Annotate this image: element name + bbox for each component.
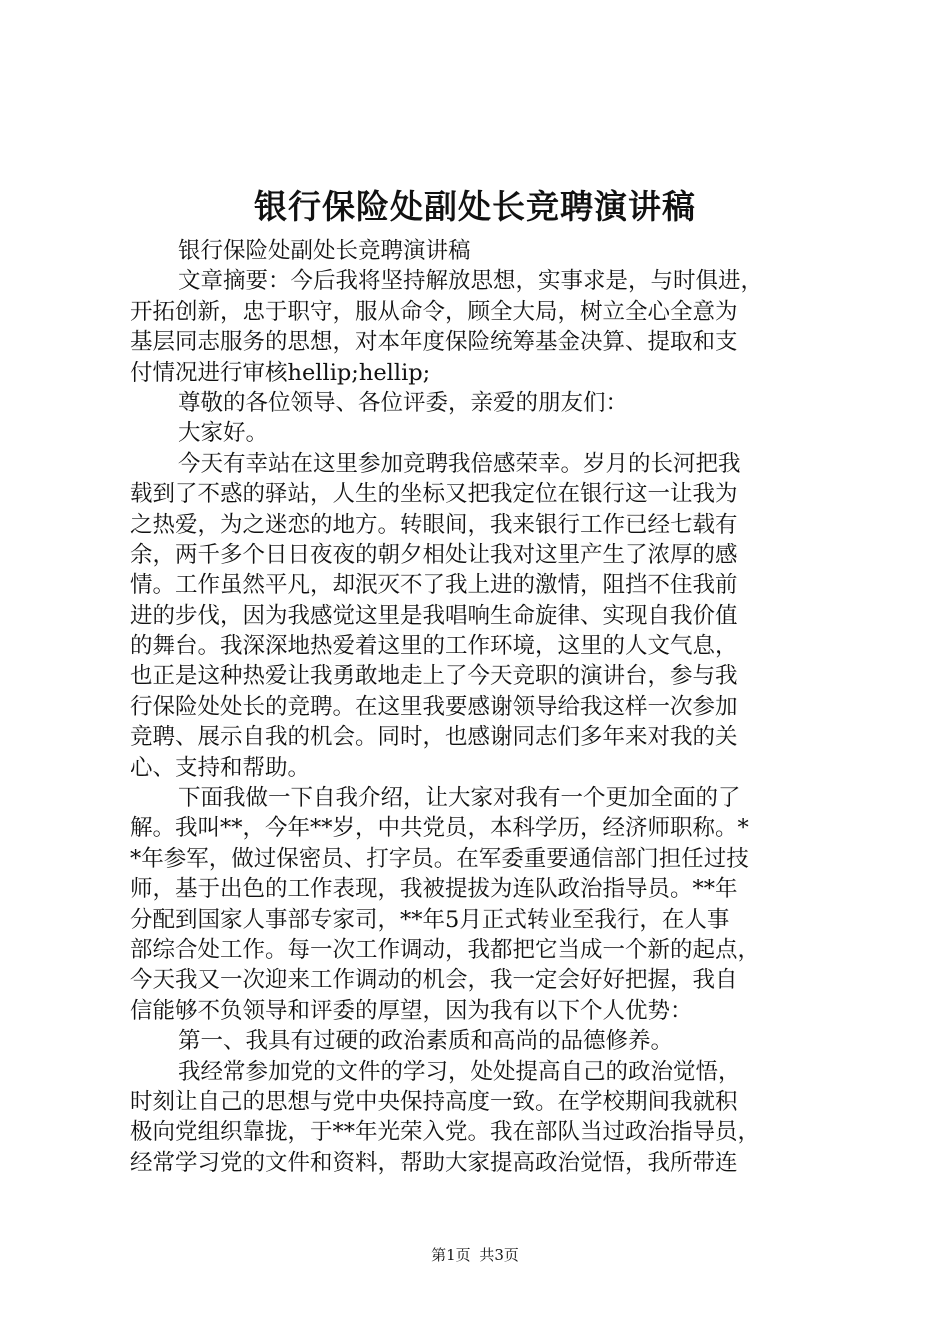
body-line: 之热爱，为之迷恋的地方。转眼间，我来银行工作已经七载有: [130, 511, 738, 538]
body-line: 部综合处工作。每一次工作调动，我都把它当成一个新的起点，: [130, 936, 761, 963]
body-line: 开拓创新，忠于职守，服从命令，顾全大局，树立全心全意为: [130, 298, 738, 325]
body-line: 我经常参加党的文件的学习，处处提高自己的政治觉悟，: [178, 1058, 741, 1085]
body-line: 竞聘、展示自我的机会。同时，也感谢同志们多年来对我的关: [130, 724, 738, 751]
body-line: 也正是这种热爱让我勇敢地走上了今天竞职的演讲台，参与我: [130, 663, 738, 690]
body-line: 极向党组织靠拢，于**年光荣入党。我在部队当过政治指导员，: [130, 1119, 761, 1146]
body-line: 今天有幸站在这里参加竞聘我倍感荣幸。岁月的长河把我: [178, 450, 741, 477]
body-line: 分配到国家人事部专家司，**年5月正式转业至我行，在人事: [130, 906, 730, 933]
body-line: 情。工作虽然平凡，却泯灭不了我上进的激情，阻挡不住我前: [130, 572, 738, 599]
body-line: 经常学习党的文件和资料，帮助大家提高政治觉悟，我所带连: [130, 1149, 738, 1176]
body-line: *年参军，做过保密员、打字员。在军委重要通信部门担任过技: [130, 845, 749, 872]
body-line: 行保险处处长的竞聘。在这里我要感谢领导给我这样一次参加: [130, 693, 738, 720]
body-line: 师，基于出色的工作表现，我被提拔为连队政治指导员。**年: [130, 876, 738, 903]
body-line: 大家好。: [178, 420, 269, 447]
body-line: 付情况进行审核hellip;hellip;: [130, 359, 431, 386]
body-line: 解。我叫**，今年**岁，中共党员，本科学历，经济师职称。*: [130, 815, 749, 842]
body-line: 第一、我具有过硬的政治素质和高尚的品德修养。: [178, 1028, 674, 1055]
body-line: 基层同志服务的思想，对本年度保险统筹基金决算、提取和支: [130, 329, 738, 356]
page-footer: [0, 1244, 950, 1266]
body-line: 余，两千多个日日夜夜的朝夕相处让我对这里产生了浓厚的感: [130, 541, 738, 568]
body-line: 银行保险处副处长竞聘演讲稿: [178, 238, 471, 264]
body-line: 今天我又一次迎来工作调动的机会，我一定会好好把握，我自: [130, 967, 738, 994]
body-line: 载到了不惑的驿站，人生的坐标又把我定位在银行这一让我为: [130, 481, 738, 508]
body-line: 下面我做一下自我介绍，让大家对我有一个更加全面的了: [178, 785, 741, 812]
document-body: [130, 236, 835, 1178]
body-line: 文章摘要：今后我将坚持解放思想，实事求是，与时俱进，: [178, 268, 764, 295]
body-line: 尊敬的各位领导、各位评委，亲爱的朋友们：: [178, 389, 629, 416]
body-line: 时刻让自己的思想与党中央保持高度一致。在学校期间我就积: [130, 1088, 738, 1115]
page-number: 第1页: [431, 1246, 471, 1264]
document-title: 银行保险处副处长竞聘演讲稿: [254, 187, 696, 226]
body-line: 心、支持和帮助。: [130, 754, 311, 781]
body-line: 的舞台。我深深地热爱着这里的工作环境，这里的人文气息，: [130, 633, 738, 660]
body-line: 信能够不负领导和评委的厚望，因为我有以下个人优势：: [130, 997, 693, 1024]
page-total: 共3页: [479, 1246, 519, 1264]
body-line: 进的步伐，因为我感觉这里是我唱响生命旋律、实现自我价值: [130, 602, 738, 629]
